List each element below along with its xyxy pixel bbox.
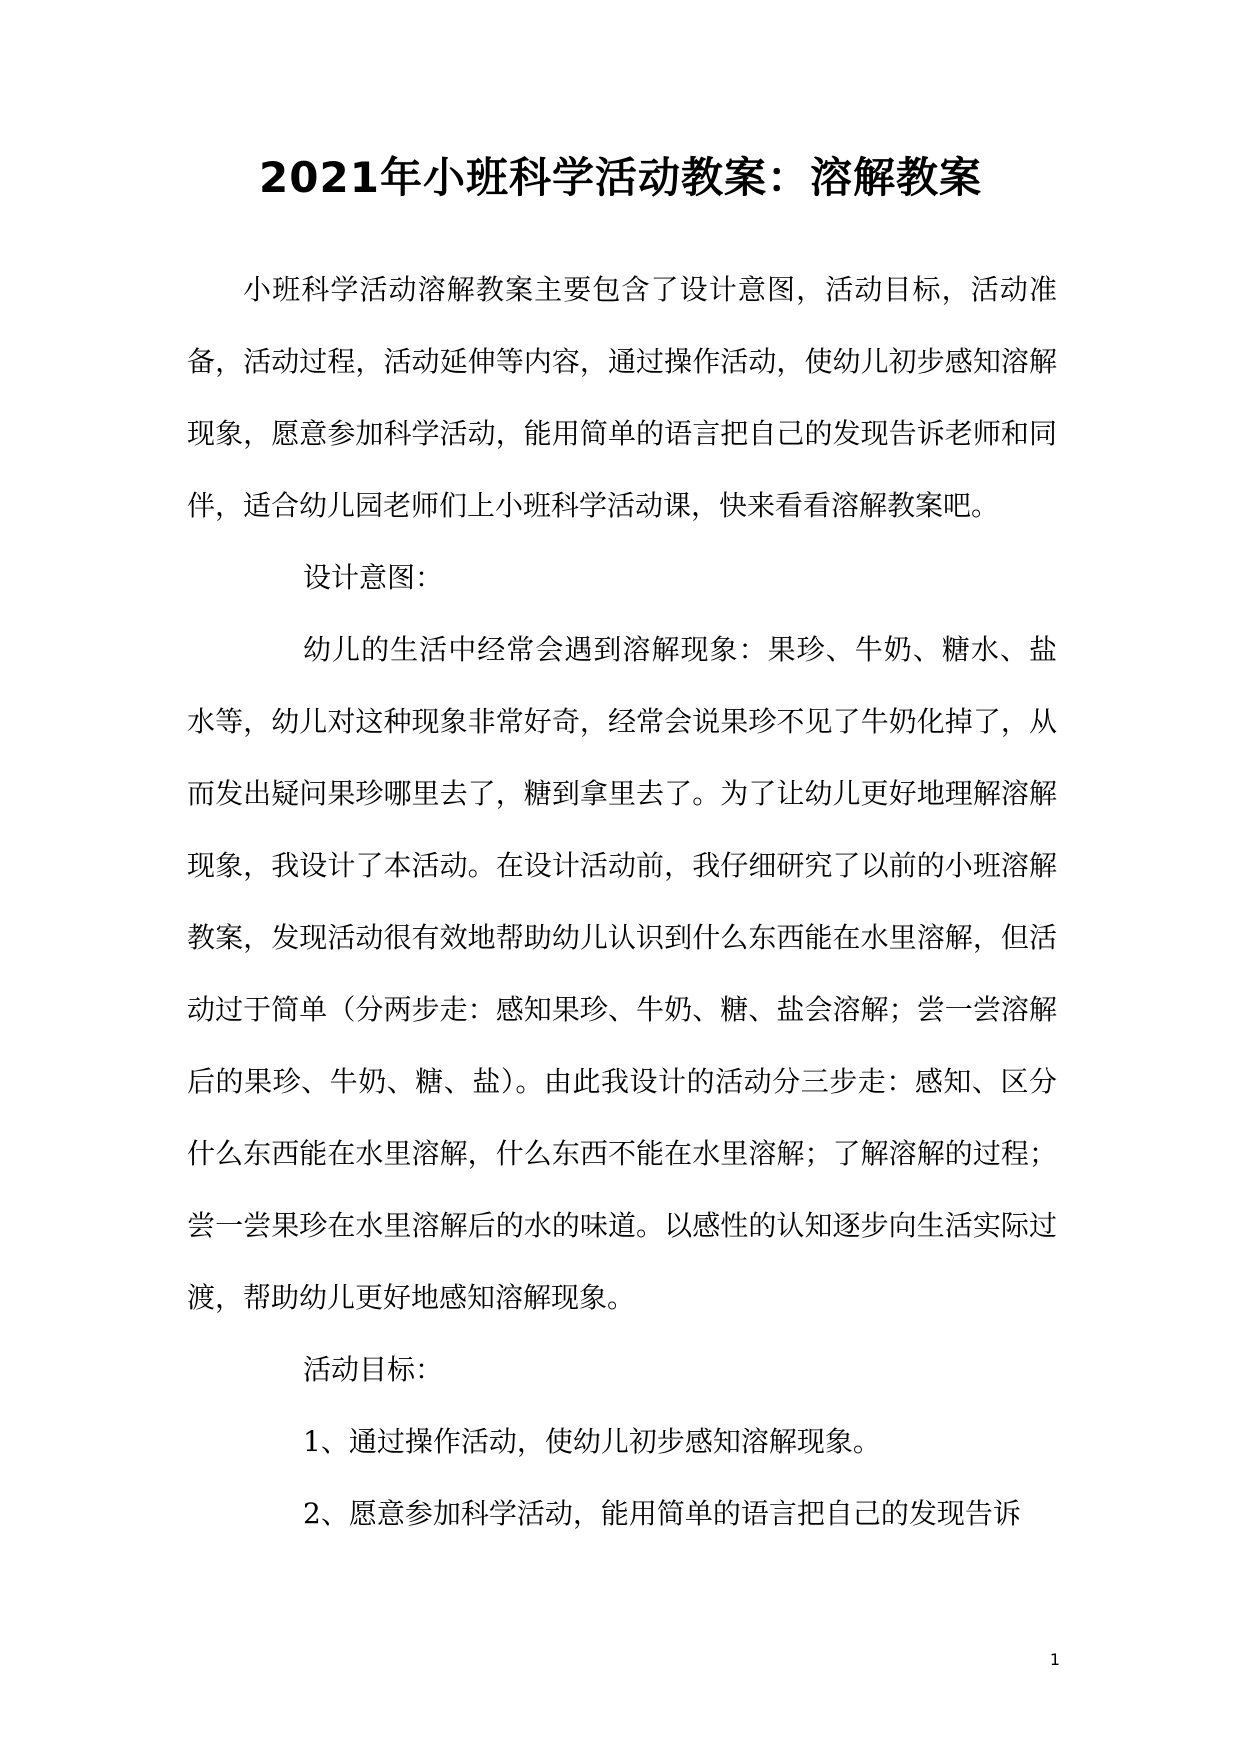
intro-paragraph: 小班科学活动溶解教案主要包含了设计意图，活动目标，活动准备，活动过程，活动延伸等内容，通过操作活动，使幼儿初步感知溶解现象，愿意参加科学活动，能用简单的语言把自己的发现告诉老师和同伴，适合幼儿园老师们上小班科学活动课，快来看看溶解教案吧。 [187,273,1057,522]
design-heading: 设计意图： [303,561,444,594]
goal-item-1: 1、通过操作活动，使幼儿初步感知溶解现象。 [303,1425,881,1458]
goals-heading: 活动目标： [303,1353,444,1386]
document-body [187,254,1057,1550]
document-title: 2021年小班科学活动教案：溶解教案 [259,153,982,202]
page-number: 1 [1049,1650,1060,1669]
design-paragraph: 幼儿的生活中经常会遇到溶解现象：果珍、牛奶、糖水、盐水等，幼儿对这种现象非常好奇，经常会说果珍不见了牛奶化掉了，从而发出疑问果珍哪里去了，糖到拿里去了。为了让幼儿更好地理解溶解现象，我设计了本活动。在设计活动前，我仔细研究了以前的小班溶解教案，发现活动很有效地帮助幼儿认识到什么东西能在水里溶解，但活动过于简单（分两步走：感知果珍、牛奶、糖、盐会溶解；尝一尝溶解后的果珍、牛奶、糖、盐）。由此我设计的活动分三步走：感知、区分什么东西能在水里溶解，什么东西不能在水里溶解；了解溶解的过程；尝一尝果珍在水里溶解后的水的味道。以感性的认知逐步向生活实际过渡，帮助幼儿更好地感知溶解现象。 [187,633,1057,1314]
goal-item-2: 2、愿意参加科学活动，能用简单的语言把自己的发现告诉 [303,1497,1021,1530]
